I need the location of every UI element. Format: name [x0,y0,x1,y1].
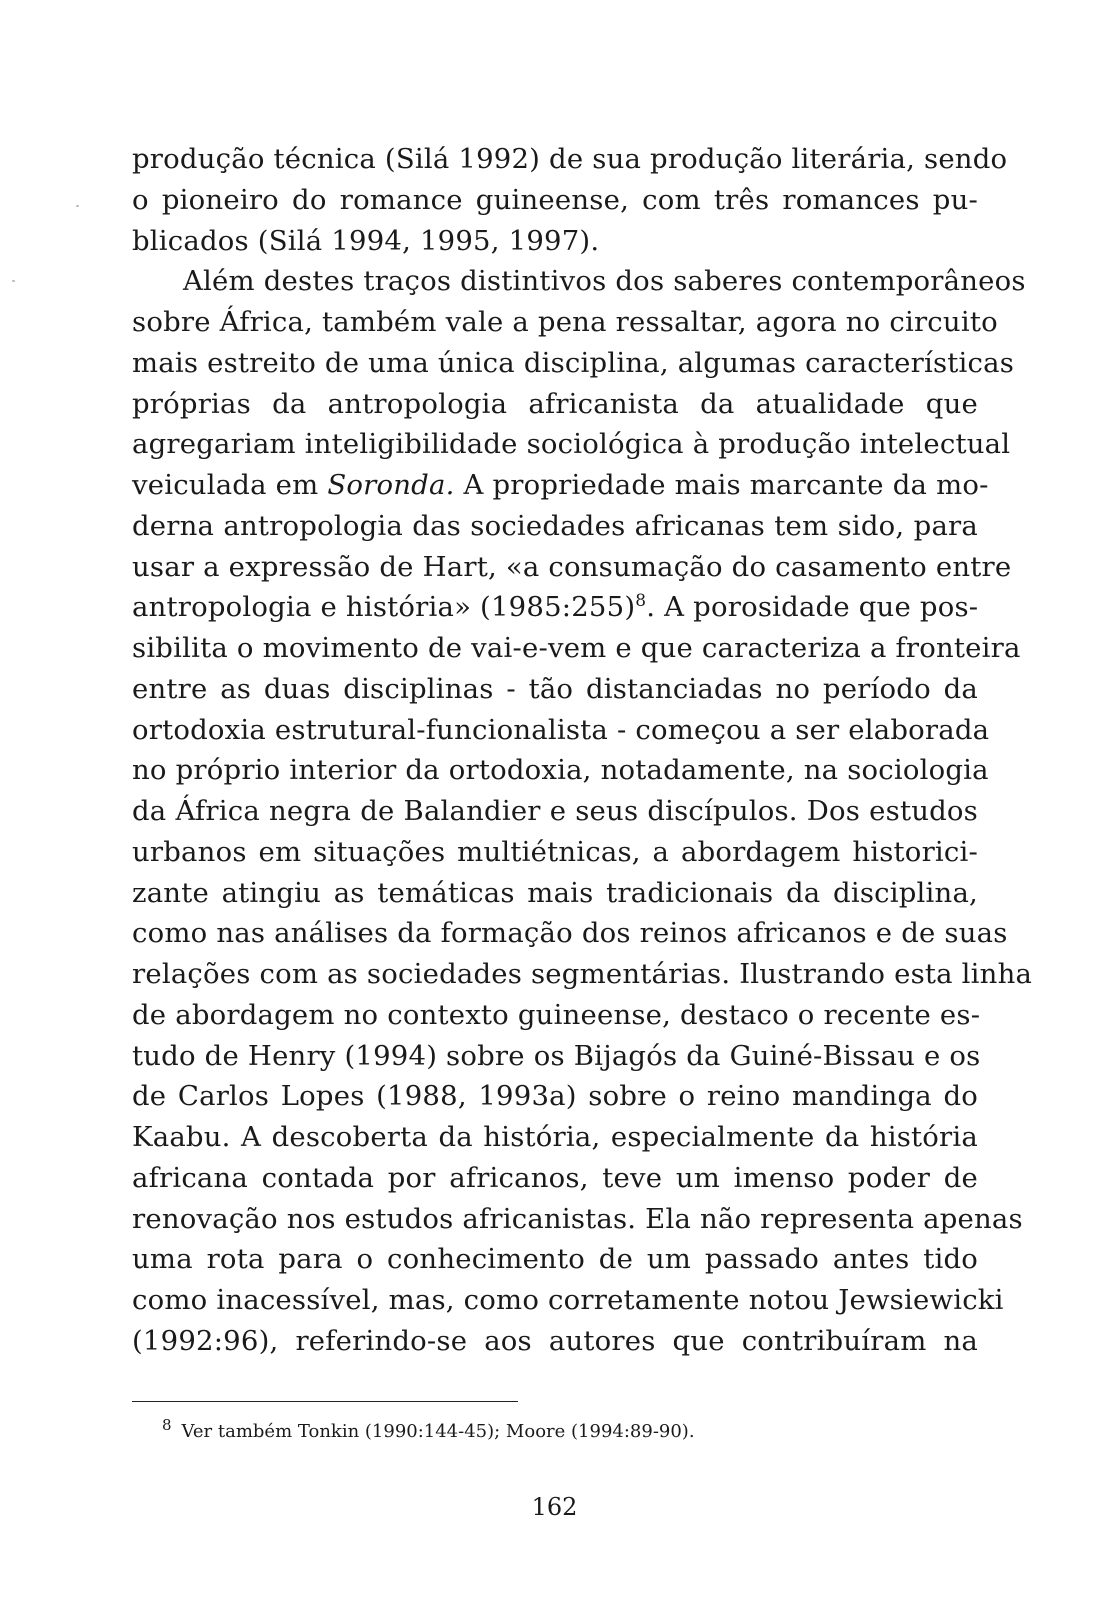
journal-title: Soronda. [327,469,455,501]
text-line: produção técnica (Silá 1992) de sua produção literária, sendo [132,143,1008,175]
text-line: usar a expressão de Hart, «a consumação do casamento entre [132,550,1012,583]
text-line: Kaabu. A descoberta da história, especialmente da história [132,1121,978,1153]
body-text [132,139,1033,1362]
text-line: blicados (Silá 1994, 1995, 1997). [132,224,600,257]
line-segment: antropologia e história» (1985:255) [132,591,636,624]
text-line: sobre África, também vale a pena ressaltar, agora no circuito [132,306,998,338]
text-line: da África negra de Balandier e seus discípulos. Dos estudos [132,795,978,827]
footnote-reference: 8 [635,591,647,612]
text-line [132,587,978,628]
text-line: próprias da antropologia africanista da atualidade que [132,387,978,420]
text-line: derna antropologia das sociedades africanas tem sido, para [132,509,978,542]
text-line: uma rota para o conhecimento de um passado antes tido [132,1243,978,1276]
scan-speck [12,280,15,282]
text-line: de abordagem no contexto guineense, destaco o recente es- [132,998,981,1031]
text-line: de Carlos Lopes (1988, 1993a) sobre o reino mandinga do [132,1080,978,1113]
text-line: relações com as sociedades segmentárias. Ilustrando esta linha [132,958,1033,990]
line-segment: A propriedade mais marcante da mo- [463,469,989,501]
text-line: no próprio interior da ortodoxia, notadamente, na sociologia [132,754,989,787]
text-line: como inacessível, mas, como corretamente notou Jewsiewicki [132,1284,1004,1316]
text-line: (1992:96), referindo-se aos autores que contribuíram na [132,1324,978,1357]
text-line: africana contada por africanos, teve um imenso poder de [132,1161,978,1194]
text-line: Além destes traços distintivos dos saberes contemporâneos [183,265,1026,298]
text-line: renovação nos estudos africanistas. Ela não representa apenas [132,1202,1023,1235]
text-line: o pioneiro do romance guineense, com três romances pu- [132,183,978,216]
line-segment: veiculada em [132,469,319,501]
line-segment: . A porosidade que pos- [646,591,979,624]
text-line: tudo de Henry (1994) sobre os Bijagós da Guiné-Bissau e os [132,1039,981,1072]
text-line: urbanos em situações multiétnicas, a abordagem historici- [132,835,978,868]
page-number: 162 [531,1493,578,1521]
scan-speck [76,205,79,207]
text-line: zante atingiu as temáticas mais tradicionais da disciplina, [132,876,978,909]
footnote-marker: 8 [162,1416,172,1434]
footnote-text: Ver também Tonkin (1990:144-45); Moore (1994:89-90). [181,1421,695,1442]
text-line: ortodoxia estrutural-funcionalista - começou a ser elaborada [132,713,990,746]
text-line: agregariam inteligibilidade sociológica à produção intelectual [132,428,1011,461]
footnote-divider [132,1401,518,1402]
text-line: mais estreito de uma única disciplina, algumas características [132,346,1015,379]
text-line: sibilita o movimento de vai-e-vem e que caracteriza a fronteira [132,632,1021,664]
text-line: como nas análises da formação dos reinos africanos e de suas [132,917,1008,950]
text-line: entre as duas disciplinas - tão distanciadas no período da [132,672,978,705]
footnote [162,1416,695,1444]
text-line [132,465,989,506]
